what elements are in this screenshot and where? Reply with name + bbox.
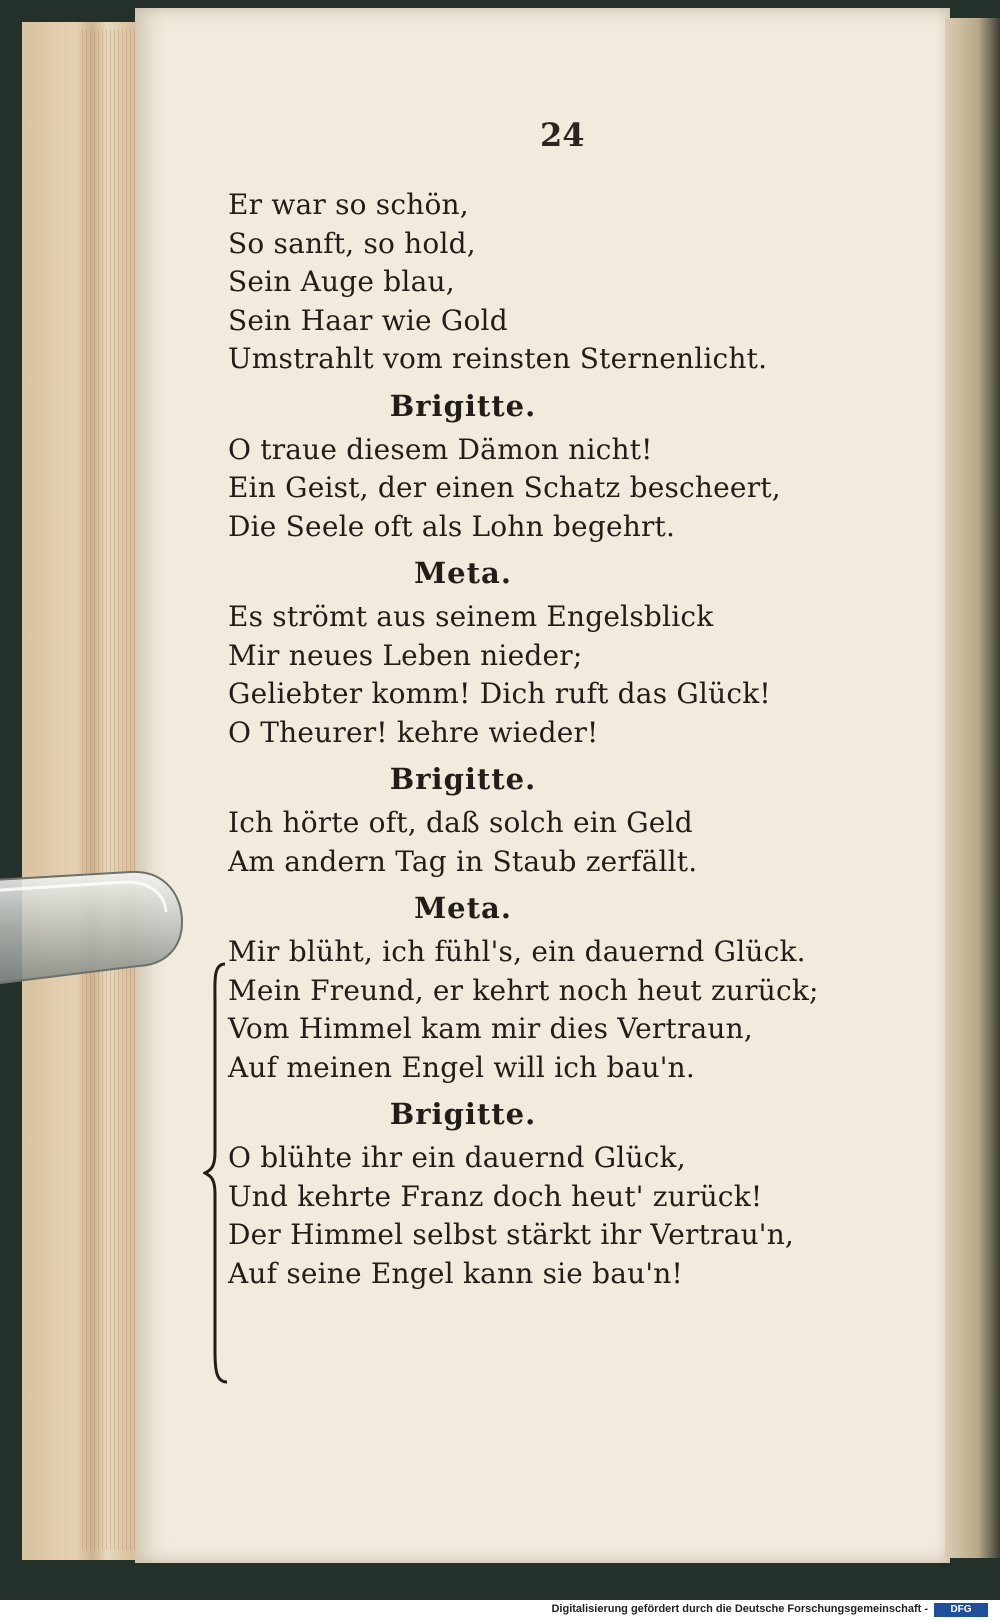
verse-line: Es strömt aus seinem Engelsblick [228, 600, 714, 633]
speaker-name: Brigitte. [389, 388, 537, 423]
verse-line: Vom Himmel kam mir dies Vertraun, [228, 1012, 753, 1045]
speaker-name: Brigitte. [389, 1097, 537, 1131]
speaker-name: Brigitte. [389, 762, 537, 796]
glass-clip-icon [0, 870, 185, 990]
verse-line: Mir neues Leben nieder; [228, 638, 583, 672]
funding-credit: Digitalisierung gefördert durch die Deutsche Forschungsgemeinschaft - [551, 1603, 928, 1615]
verse-line: Ein Geist, der einen Schatz bescheert, [228, 471, 781, 504]
verse-line: Sein Haar wie Gold [228, 303, 508, 337]
verse-line: O blühte ihr ein dauernd Glück, [228, 1141, 686, 1174]
section-0 [228, 186, 848, 379]
verse-line: Er war so schön, [228, 188, 469, 221]
section-2 [228, 546, 848, 752]
verse-line: Mir blüht, ich fühl's, ein dauernd Glück. [228, 935, 806, 968]
section-1 [228, 379, 848, 547]
page-number: 24 [540, 116, 585, 154]
verse-text [228, 186, 848, 1293]
next-page-edge [945, 18, 1000, 1558]
section-3 [228, 752, 848, 881]
speaker-name: Meta. [414, 891, 512, 925]
verse-line: Umstrahlt vom reinsten Sternenlicht. [228, 342, 768, 375]
verse-line: Die Seele oft als Lohn begehrt. [228, 509, 676, 543]
verse-line: Am andern Tag in Staub zerfällt. [228, 844, 698, 878]
verse-line: Ich hörte oft, daß solch ein Geld [228, 806, 693, 839]
section-5 [228, 1087, 848, 1293]
verse-line: Mein Freund, er kehrt noch heut zurück; [228, 973, 819, 1007]
section-4 [228, 881, 848, 1087]
verse-line: Der Himmel selbst stärkt ihr Vertrau'n, [228, 1218, 795, 1251]
verse-line: Sein Auge blau, [228, 265, 455, 298]
dfg-logo: DFG [934, 1603, 988, 1617]
speaker-name: Meta. [414, 556, 512, 590]
verse-line: Auf seine Engel kann sie bau'n! [228, 1256, 683, 1290]
duet-brace-icon [203, 962, 229, 1384]
verse-line: Auf meinen Engel will ich bau'n. [228, 1050, 695, 1084]
verse-line: Geliebter komm! Dich ruft das Glück! [228, 677, 771, 710]
verse-line: So sanft, so hold, [228, 226, 476, 260]
verse-line: O Theurer! kehre wieder! [228, 715, 599, 749]
verse-line: O traue diesem Dämon nicht! [228, 432, 653, 466]
verse-line: Und kehrte Franz doch heut' zurück! [228, 1179, 763, 1213]
page-stack-lines [82, 30, 137, 1550]
